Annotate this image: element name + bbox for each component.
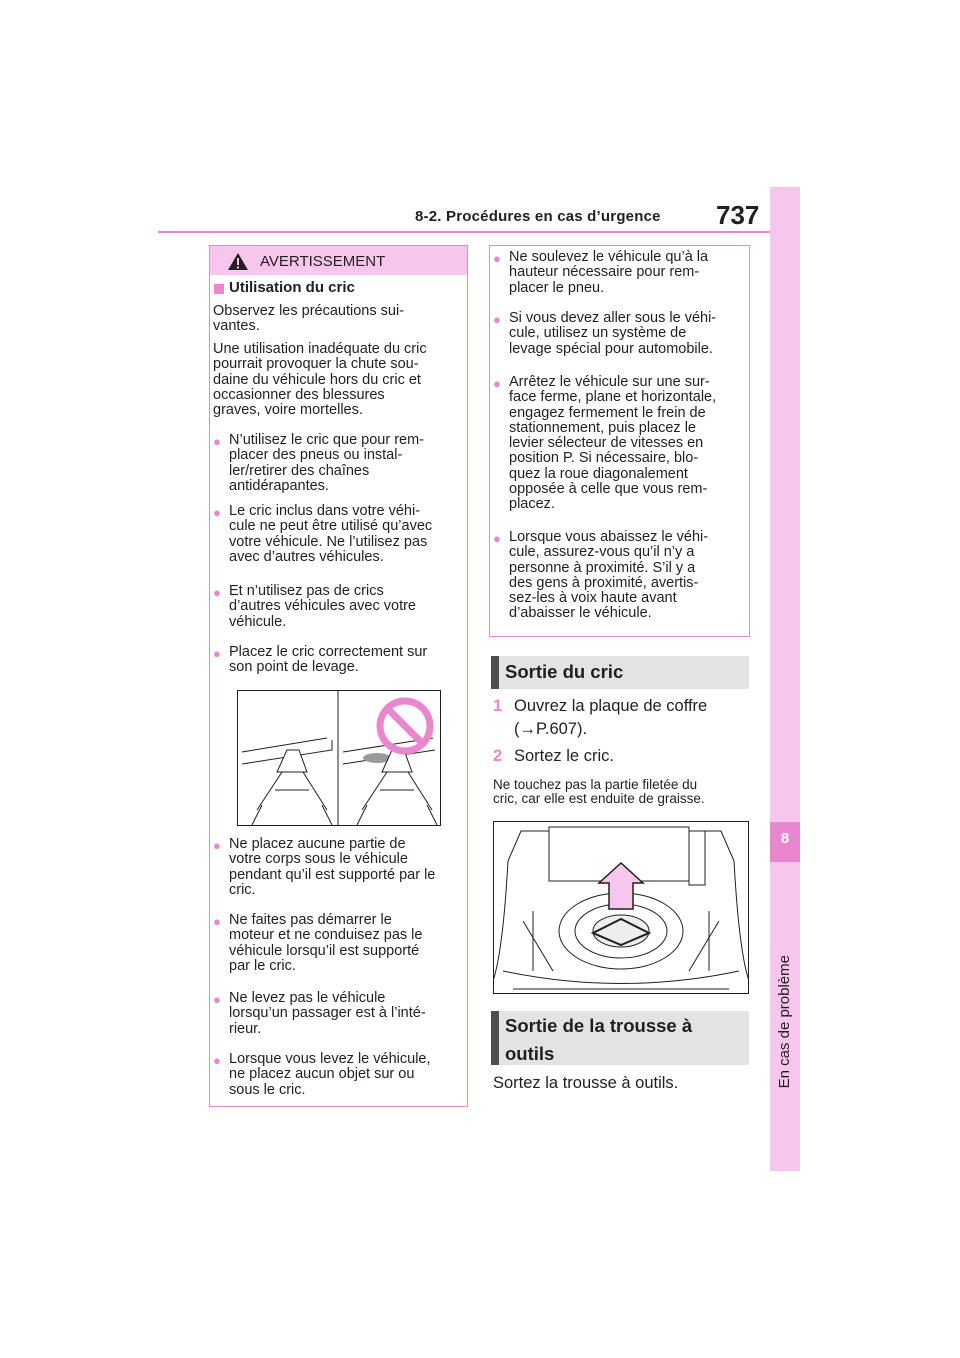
round-bullet-icon: ● [493, 531, 501, 546]
warning-left-bullet-item: Ne levez pas le véhicule lorsqu’un passager est à l’inté- rieur. [229, 990, 426, 1037]
warning-right-bullet-item: Lorsque vous abaissez le véhi- cule, assurez-vous qu’il n’y a personne à proximité. S’il y a des gens à proximité, avertis- sez-les à voix haute avant d’abaisser le véhicule. [509, 529, 709, 622]
warning-left-bullet-item: Lorsque vous levez le véhicule, ne placez aucun objet sur ou sous le cric. [229, 1051, 431, 1098]
header-divider [158, 231, 770, 233]
step-number-2: 2 [493, 747, 503, 765]
round-bullet-icon: ● [213, 646, 221, 661]
warning-right-bullet-item: Si vous devez aller sous le véhi- cule, utilisez un système de levage spécial pour automobile. [509, 310, 717, 357]
step-text-2: Sortez le cric. [514, 747, 614, 765]
round-bullet-icon: ● [213, 838, 221, 853]
warning-subheading: Utilisation du cric [229, 279, 355, 296]
round-bullet-icon: ● [493, 312, 501, 327]
round-bullet-icon: ● [213, 1053, 221, 1068]
round-bullet-icon: ● [493, 251, 501, 266]
round-bullet-icon: ● [213, 992, 221, 1007]
warning-left-bullet-item: Placez le cric correctement sur son point de levage. [229, 644, 428, 676]
step-number-1: 1 [493, 697, 503, 715]
round-bullet-icon: ● [493, 376, 501, 391]
warning-intro-1: Observez les précautions sui- vantes. [213, 303, 404, 335]
section-title: 8-2. Procédures en cas d’urgence [415, 208, 661, 225]
square-bullet-icon [213, 283, 225, 295]
round-bullet-icon: ● [213, 914, 221, 929]
trunk-jack-illustration [493, 821, 749, 994]
warning-left-bullet-item: Ne faites pas démarrer le moteur et ne conduisez pas le véhicule lorsqu’il est supporté par le cric. [229, 912, 423, 974]
warning-title: AVERTISSEMENT [260, 253, 386, 270]
section-header-jack [491, 656, 749, 689]
step-text-1: Ouvrez la plaque de coffre [514, 697, 708, 715]
warning-left-bullet-item: Ne placez aucune partie de votre corps sous le véhicule pendant qu’il est supporté par le cric. [229, 836, 436, 898]
warning-right-bullet-item: Ne soulevez le véhicule qu’à la hauteur nécessaire pour rem- placer le pneu. [509, 249, 709, 296]
round-bullet-icon: ● [213, 585, 221, 600]
warning-triangle-icon [227, 252, 249, 271]
section-header-bar [491, 1011, 499, 1065]
warning-right-bullet-item: Arrêtez le véhicule sur une sur- face ferme, plane et horizontale, engagez fermement le frein de stationnement, puis placez le levier sélecteur de vitesses en position P. Si nécessaire, blo- quez la roue diagonalement opposée à celle que vous rem- placez. [509, 374, 717, 513]
section-header-tools [491, 1011, 749, 1065]
section-header-bar [491, 656, 499, 689]
round-bullet-icon: ● [213, 434, 221, 449]
grease-note: Ne touchez pas la partie filetée du cric, car elle est enduite de graisse. [493, 777, 705, 806]
section-title-jack: Sortie du cric [505, 661, 624, 682]
round-bullet-icon: ● [213, 505, 221, 520]
warning-left-bullet-item: N’utilisez le cric que pour rem- placer des pneus ou instal- ler/retirer des chaînes antidérapantes. [229, 432, 425, 494]
section-title-tools: Sortie de la trousse à outils [505, 1015, 693, 1064]
tools-instruction: Sortez la trousse à outils. [493, 1074, 679, 1092]
warning-left-bullet-item: Le cric inclus dans votre véhi- cule ne peut être utilisé qu’avec votre véhicule. Ne l’utilisez pas avec d’autres véhicules. [229, 503, 433, 565]
jack-placement-illustration [237, 690, 441, 826]
step-ref-1: (→P.607). [514, 720, 588, 738]
chapter-label: En cas de problème [776, 955, 793, 1089]
chapter-number: 8 [780, 830, 790, 847]
warning-intro-2: Une utilisation inadéquate du cric pourrait provoquer la chute sou- daine du véhicule hors du cric et occasionner des blessures graves, voire mortelles. [213, 341, 427, 419]
page-number: 737 [716, 200, 760, 230]
warning-left-bullet-item: Et n’utilisez pas de crics d’autres véhicules avec votre véhicule. [229, 583, 416, 630]
